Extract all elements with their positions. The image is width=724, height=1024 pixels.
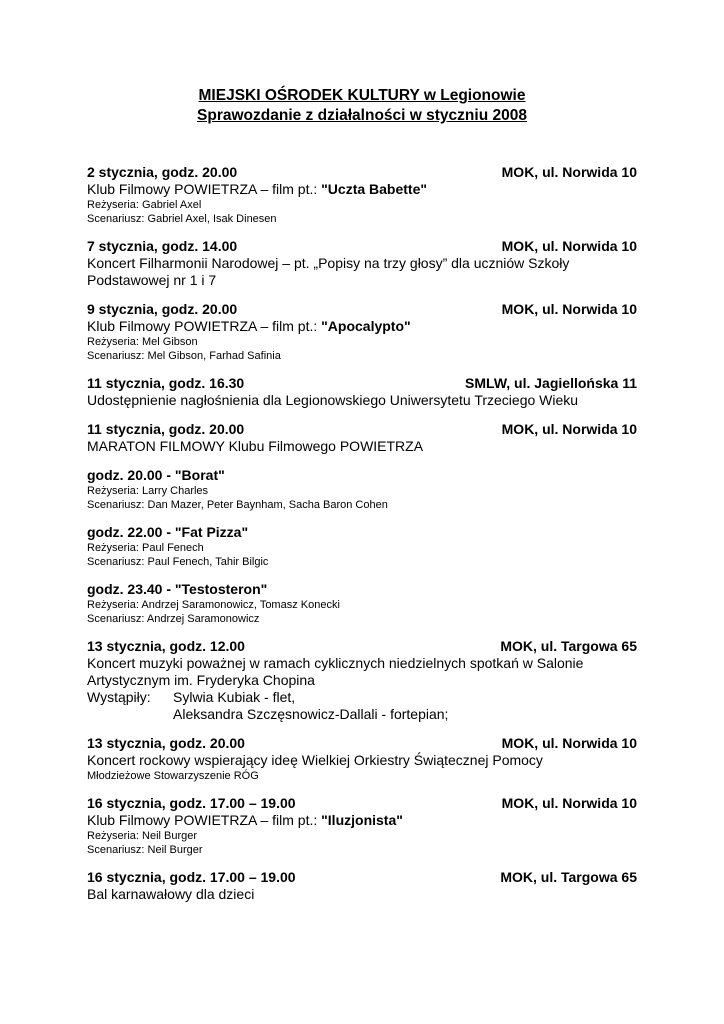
event-date: 13 stycznia, godz. 12.00 xyxy=(87,638,245,654)
event-director: Reżyseria: Paul Fenech xyxy=(87,542,204,554)
event-director: Reżyseria: Mel Gibson xyxy=(87,336,198,348)
event-director: Reżyseria: Larry Charles xyxy=(87,485,209,497)
event-screenplay: Scenariusz: Andrzej Saramonowicz xyxy=(87,613,260,625)
event-director: Reżyseria: Andrzej Saramonowicz, Tomasz Konecki xyxy=(87,599,340,611)
event-location: MOK, ul. Norwida 10 xyxy=(501,795,637,811)
event-item xyxy=(87,735,637,783)
performers-row xyxy=(87,689,637,706)
film-title: "Uczta Babette" xyxy=(321,181,428,197)
film-screening-time: godz. 23.40 - "Testosteron" xyxy=(87,581,268,597)
performers-row xyxy=(87,706,637,723)
event-location: MOK, ul. Norwida 10 xyxy=(501,301,637,317)
performers-label: Wystąpiły: xyxy=(87,689,151,705)
event-location: MOK, ul. Norwida 10 xyxy=(501,238,637,254)
event-date: 9 stycznia, godz. 20.00 xyxy=(87,301,238,317)
event-date: 2 stycznia, godz. 20.00 xyxy=(87,164,238,180)
event-location: SMLW, ul. Jagiellońska 11 xyxy=(465,375,637,391)
event-location: MOK, ul. Norwida 10 xyxy=(501,735,637,751)
event-description-prefix: Klub Filmowy POWIETRZA – film pt.: xyxy=(87,812,322,828)
document-title: MIEJSKI OŚRODEK KULTURY w Legionowie xyxy=(198,87,526,104)
film-title: "Iluzjonista" xyxy=(321,812,403,828)
event-date: 7 stycznia, godz. 14.00 xyxy=(87,238,238,254)
event-date: 11 stycznia, godz. 20.00 xyxy=(87,421,245,437)
event-location: MOK, ul. Norwida 10 xyxy=(501,421,637,437)
event-item xyxy=(87,164,637,226)
event-date: 16 stycznia, godz. 17.00 – 19.00 xyxy=(87,795,296,811)
event-screenplay: Scenariusz: Neil Burger xyxy=(87,844,203,856)
event-date: 11 stycznia, godz. 16.30 xyxy=(87,375,245,391)
event-description xyxy=(87,318,637,335)
film-screening-time: godz. 20.00 - "Borat" xyxy=(87,467,225,483)
event-location: MOK, ul. Norwida 10 xyxy=(501,164,637,180)
event-description: MARATON FILMOWY Klubu Filmowego POWIETRZA xyxy=(87,438,424,454)
event-note: Młodzieżowe Stowarzyszenie RÓG xyxy=(87,770,259,782)
event-description xyxy=(87,812,637,829)
film-title: "Apocalypto" xyxy=(321,318,411,334)
performer: Aleksandra Szczęsnowicz-Dallali - fortepian; xyxy=(173,706,449,722)
event-description-prefix: Klub Filmowy POWIETRZA – film pt.: xyxy=(87,318,322,334)
event-screenplay: Scenariusz: Mel Gibson, Farhad Safinia xyxy=(87,350,281,362)
event-description xyxy=(87,181,637,198)
event-screenplay: Scenariusz: Paul Fenech, Tahir Bilgic xyxy=(87,556,269,568)
event-screenplay: Scenariusz: Dan Mazer, Peter Baynham, Sacha Baron Cohen xyxy=(87,499,388,511)
event-item xyxy=(87,869,637,903)
event-description: Bal karnawałowy dla dzieci xyxy=(87,886,255,902)
event-item xyxy=(87,238,637,289)
event-item xyxy=(87,301,637,363)
event-director: Reżyseria: Gabriel Axel xyxy=(87,199,202,211)
event-description-prefix: Klub Filmowy POWIETRZA – film pt.: xyxy=(87,181,322,197)
document-subtitle: Sprawozdanie z działalności w styczniu 2008 xyxy=(197,107,527,124)
event-item xyxy=(87,421,637,455)
event-item xyxy=(87,795,637,857)
event-description: Koncert rockowy wspierający ideę Wielkiej Orkiestry Świątecznej Pomocy xyxy=(87,752,543,768)
marathon-film xyxy=(87,467,637,512)
event-description: Koncert muzyki poważnej w ramach cyklicznych niedzielnych spotkań w Salonie Artystycznym im. Fryderyka Chopina xyxy=(87,655,584,688)
event-list xyxy=(87,164,637,915)
marathon-film xyxy=(87,524,637,569)
performer: Sylwia Kubiak - flet, xyxy=(173,689,296,705)
event-description: Koncert Filharmonii Narodowej – pt. „Popisy na trzy głosy” dla uczniów Szkoły Podstawowej nr 1 i 7 xyxy=(87,255,570,288)
event-description: Udostępnienie nagłośnienia dla Legionowskiego Uniwersytetu Trzeciego Wieku xyxy=(87,392,579,408)
film-screening-time: godz. 22.00 - "Fat Pizza" xyxy=(87,524,249,540)
event-location: MOK, ul. Targowa 65 xyxy=(500,638,637,654)
event-date: 13 stycznia, godz. 20.00 xyxy=(87,735,245,751)
document-header xyxy=(0,86,724,126)
event-item xyxy=(87,638,637,723)
event-director: Reżyseria: Neil Burger xyxy=(87,830,198,842)
event-location: MOK, ul. Targowa 65 xyxy=(500,869,637,885)
event-screenplay: Scenariusz: Gabriel Axel, Isak Dinesen xyxy=(87,213,277,225)
event-item xyxy=(87,375,637,409)
marathon-film xyxy=(87,581,637,626)
event-date: 16 stycznia, godz. 17.00 – 19.00 xyxy=(87,869,296,885)
